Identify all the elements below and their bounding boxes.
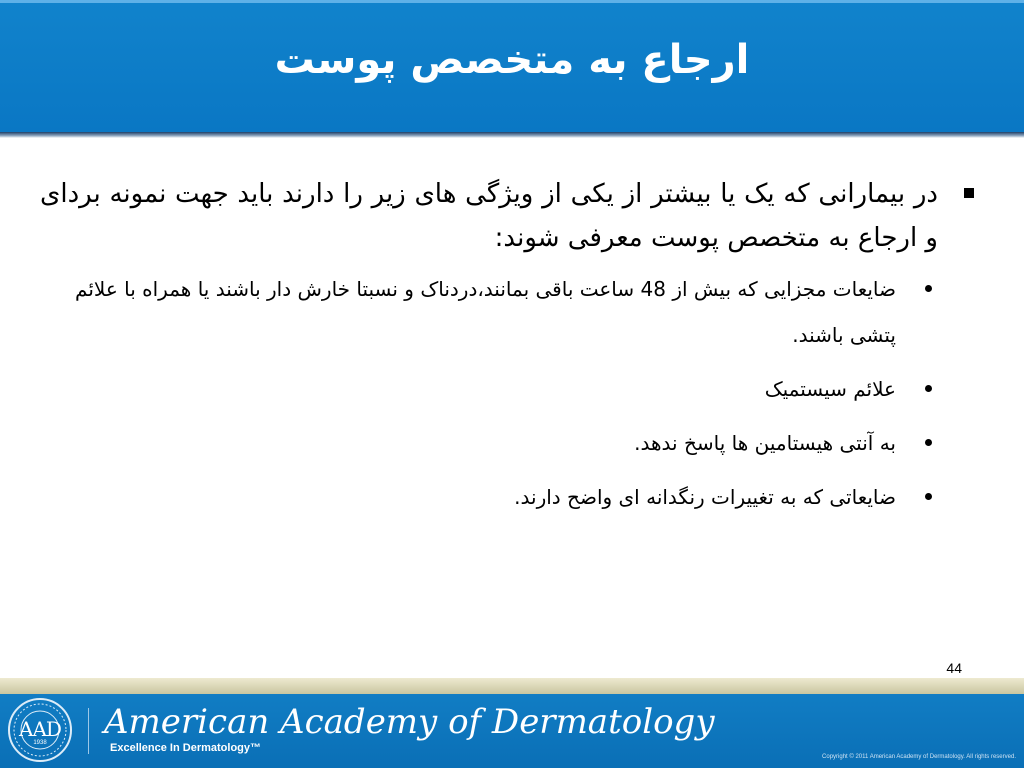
main-bullet-item [40,172,980,260]
page-number: 44 [946,660,962,676]
sub-bullet-list [40,266,938,520]
footer-divider [88,708,89,754]
round-bullet-icon [925,493,932,500]
seal-year: 1938 [33,740,47,746]
sub-bullet-item [40,366,938,412]
slide-title: ارجاع به متخصص پوست [274,37,750,83]
square-bullet-icon [964,188,974,198]
aad-seal-icon [8,698,72,762]
sub-bullet-item [40,474,938,520]
sub-bullet-text: ضایعات مجزایی که بیش از 48 ساعت باقی بمانند،دردناک و نسبتا خارش دار باشند یا همراه با علائم پتشی باشند. [75,277,896,347]
footer-stripe [0,678,1024,694]
slide-content [40,172,980,528]
seal-letters: AAD [19,717,61,741]
copyright-notice: Copyright © 2011 American Academy of Dermatology. All rights reserved. [822,754,1016,760]
sub-bullet-item [40,420,938,466]
sub-bullet-item [40,266,938,358]
sub-bullet-text: ضایعاتی که به تغییرات رنگدانه ای واضح دارند. [514,485,896,509]
sub-bullet-text: علائم سیستمیک [764,377,896,401]
title-banner [0,0,1024,132]
title-banner-shadow [0,132,1024,138]
round-bullet-icon [925,439,932,446]
round-bullet-icon [925,285,932,292]
sub-bullet-text: به آنتی هیستامین ها پاسخ ندهد. [634,431,896,455]
round-bullet-icon [925,385,932,392]
main-bullet-text: در بیمارانی که یک یا بیشتر از یکی از ویژگی های زیر را دارند باید جهت نمونه بردای و ارجاع به متخصص پوست معرفی شوند: [40,179,938,253]
organization-name: American Academy of Dermatology [104,702,715,742]
organization-tagline: Excellence In Dermatology™ [110,742,261,754]
